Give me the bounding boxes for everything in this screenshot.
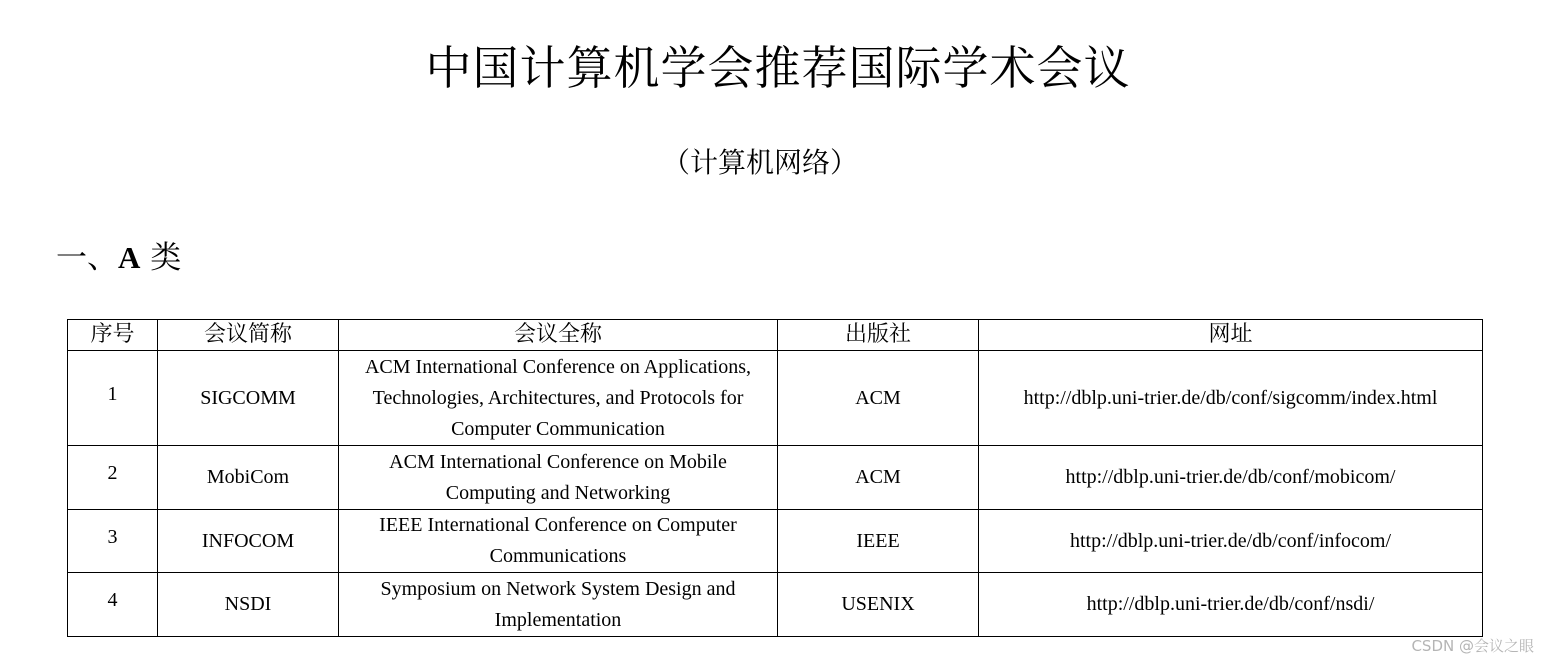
cell-publisher: USENIX — [778, 573, 979, 637]
table-row — [68, 446, 1483, 510]
cell-abbreviation: NSDI — [158, 573, 339, 637]
cell-full-name: IEEE International Conference on Computer Communications — [339, 510, 778, 573]
index-value: 2 — [107, 462, 118, 484]
cell-publisher: ACM — [778, 446, 979, 510]
header-index: 序号 — [68, 320, 158, 351]
cell-full-name: ACM International Conference on Applications, Technologies, Architectures, and Protocols for Computer Communication — [339, 351, 778, 446]
cell-url[interactable]: http://dblp.uni-trier.de/db/conf/nsdi/ — [979, 573, 1483, 637]
watermark: CSDN @会议之眼 — [1411, 637, 1534, 655]
table-row — [68, 351, 1483, 446]
cell-publisher: IEEE — [778, 510, 979, 573]
document-subtitle: （计算机网络） — [661, 146, 858, 179]
cell-abbreviation: SIGCOMM — [158, 351, 339, 446]
section-letter: A — [118, 240, 141, 275]
document-title: 中国计算机学会推荐国际学术会议 — [425, 41, 1131, 95]
table-row — [68, 510, 1483, 573]
index-value: 1 — [107, 382, 118, 405]
header-publisher: 出版社 — [778, 320, 979, 351]
cell-index — [68, 351, 158, 446]
index-value: 4 — [107, 589, 118, 611]
cell-abbreviation: MobiCom — [158, 446, 339, 510]
cell-full-name: Symposium on Network System Design and Implementation — [339, 573, 778, 637]
header-url: 网址 — [979, 320, 1483, 351]
cell-url[interactable]: http://dblp.uni-trier.de/db/conf/infocom/ — [979, 510, 1483, 573]
conference-table — [67, 319, 1483, 637]
index-value: 3 — [107, 525, 118, 548]
table-header-row — [68, 320, 1483, 351]
cell-index — [68, 510, 158, 573]
cell-abbreviation: INFOCOM — [158, 510, 339, 573]
section-heading — [56, 236, 181, 280]
header-abbreviation: 会议简称 — [158, 320, 339, 351]
cell-full-name: ACM International Conference on Mobile Computing and Networking — [339, 446, 778, 510]
cell-url[interactable]: http://dblp.uni-trier.de/db/conf/sigcomm/index.html — [979, 351, 1483, 446]
cell-index — [68, 446, 158, 510]
cell-url[interactable]: http://dblp.uni-trier.de/db/conf/mobicom/ — [979, 446, 1483, 510]
cell-publisher: ACM — [778, 351, 979, 446]
table-row — [68, 573, 1483, 637]
section-suffix: 类 — [140, 240, 182, 276]
cell-index — [68, 573, 158, 637]
section-prefix: 一、 — [56, 240, 118, 276]
header-full-name: 会议全称 — [339, 320, 778, 351]
